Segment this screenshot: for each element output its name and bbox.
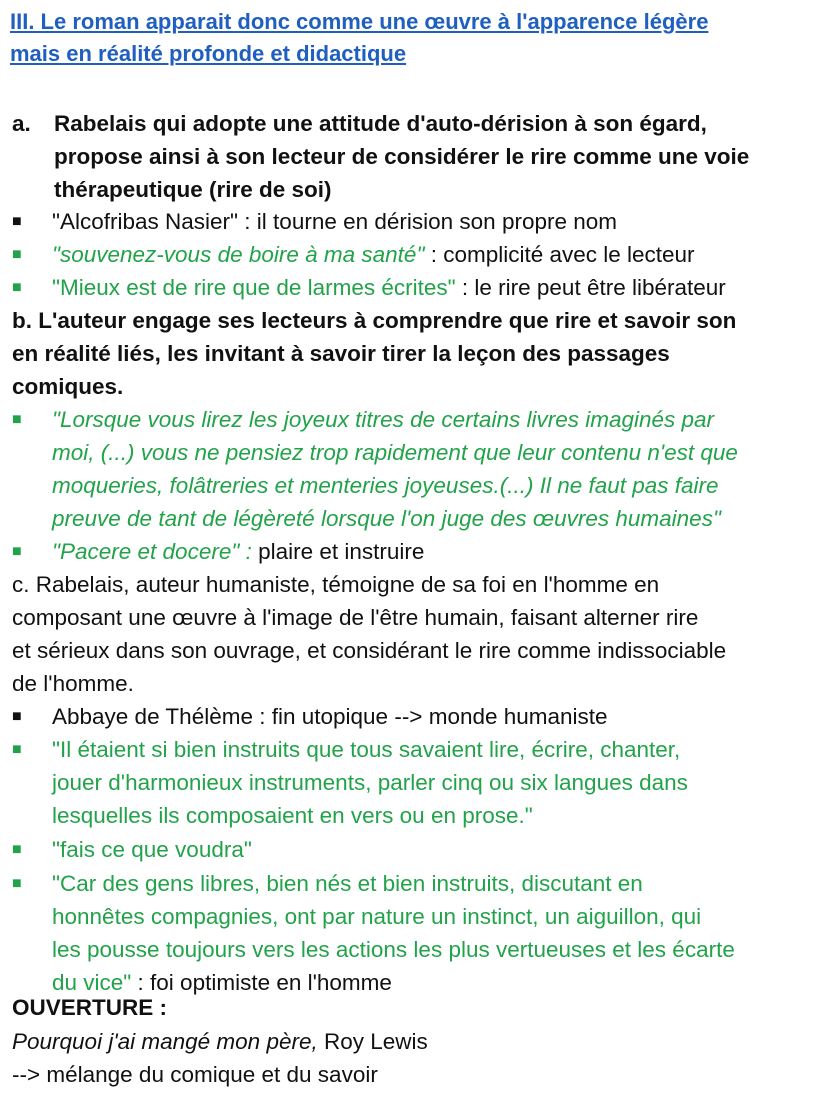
bullet-a-2-rest: : complicité avec le lecteur xyxy=(424,242,695,267)
section-title xyxy=(10,6,810,70)
pacere-rest: plaire et instruire xyxy=(251,539,425,564)
bullet-a-1-quote: "Alcofribas Nasier" xyxy=(52,209,239,234)
bullet-icon: ■ xyxy=(12,246,22,263)
section-a-line-2: propose ainsi à son lecteur de considérer le rire comme une voie xyxy=(54,144,750,169)
bullet-c-4-line-1: "Car des gens libres, bien nés et bien instruits, discutant en xyxy=(52,871,643,896)
ouverture-author: Roy Lewis xyxy=(317,1029,428,1054)
bullet-a-3 xyxy=(52,272,726,304)
bullet-a-1-rest: : il tourne en dérision son propre nom xyxy=(238,209,618,234)
bullet-c-3: "fais ce que voudra" xyxy=(52,837,252,862)
bullet-a-2 xyxy=(52,239,695,271)
section-c-line-4: de l'homme. xyxy=(12,671,134,696)
ouverture-note: --> mélange du comique et du savoir xyxy=(12,1062,378,1087)
bullet-icon: ■ xyxy=(12,213,22,230)
section-b-line-3: comiques. xyxy=(12,374,124,399)
title-line-2: mais en réalité profonde et didactique xyxy=(10,41,407,66)
section-a-line-3: thérapeutique (rire de soi) xyxy=(54,177,332,202)
quote-b-line-2: moi, (...) vous ne pensiez trop rapidement que leur contenu n'est que xyxy=(52,440,738,465)
ouverture-book-title: Pourquoi j'ai mangé mon père, xyxy=(12,1029,318,1054)
quote-b-line-4: preuve de tant de légèreté lorsque l'on juge des œuvres humaines" xyxy=(52,506,721,531)
bullet-c-4-rest: : foi optimiste en l'homme xyxy=(131,970,392,995)
bullet-a-3-quote: "Mieux est de rire que de larmes écrites" xyxy=(52,275,456,300)
bullet-c-4-line-3: les pousse toujours vers les actions les plus vertueuses et les écarte xyxy=(52,937,735,962)
quote-b-line-3: moqueries, folâtreries et menteries joyeuses.(...) Il ne faut pas faire xyxy=(52,473,719,498)
bullet-icon: ■ xyxy=(12,741,22,758)
bullet-pacere xyxy=(52,536,424,568)
bullet-c-4-line-2: honnêtes compagnies, ont par nature un instinct, un aiguillon, qui xyxy=(52,904,702,929)
bullet-icon: ■ xyxy=(12,279,22,296)
bullet-a-1 xyxy=(52,206,617,238)
bullet-icon: ■ xyxy=(12,708,22,725)
section-b-line-1: b. L'auteur engage ses lecteurs à comprendre que rire et savoir son xyxy=(12,308,737,333)
bullet-a-2-quote: "souvenez-vous de boire à ma santé" xyxy=(52,242,425,267)
bullet-icon: ■ xyxy=(12,875,22,892)
bullet-c-2-line-3: lesquelles ils composaient en vers ou en prose." xyxy=(52,803,533,828)
bullet-icon: ■ xyxy=(12,841,22,858)
pacere-quote: "Pacere et docere" : xyxy=(52,539,252,564)
section-a-marker: a. xyxy=(12,111,31,136)
section-c-line-1: c. Rabelais, auteur humaniste, témoigne de sa foi en l'homme en xyxy=(12,572,660,597)
bullet-c-4-green: du vice" xyxy=(52,970,132,995)
bullet-a-3-rest: : le rire peut être libérateur xyxy=(455,275,726,300)
bullet-icon: ■ xyxy=(12,543,22,560)
bullet-icon: ■ xyxy=(12,411,22,428)
section-a-line-1: Rabelais qui adopte une attitude d'auto-dérision à son égard, xyxy=(54,111,707,136)
section-c-line-3: et sérieux dans son ouvrage, et considérant le rire comme indissociable xyxy=(12,638,727,663)
bullet-c-2-line-1: "Il étaient si bien instruits que tous savaient lire, écrire, chanter, xyxy=(52,737,681,762)
ouverture-book xyxy=(12,1026,428,1058)
section-c-line-2: composant une œuvre à l'image de l'être humain, faisant alterner rire xyxy=(12,605,699,630)
quote-b-line-1: "Lorsque vous lirez les joyeux titres de certains livres imaginés par xyxy=(52,407,715,432)
bullet-c-1: Abbaye de Thélème : fin utopique --> monde humaniste xyxy=(52,704,608,729)
bullet-c-2-line-2: jouer d'harmonieux instruments, parler cinq ou six langues dans xyxy=(52,770,688,795)
section-b-line-2: en réalité liés, les invitant à savoir tirer la leçon des passages xyxy=(12,341,670,366)
title-line-1: III. Le roman apparait donc comme une œuvre à l'apparence légère xyxy=(10,9,709,34)
ouverture-heading: OUVERTURE : xyxy=(12,995,168,1020)
